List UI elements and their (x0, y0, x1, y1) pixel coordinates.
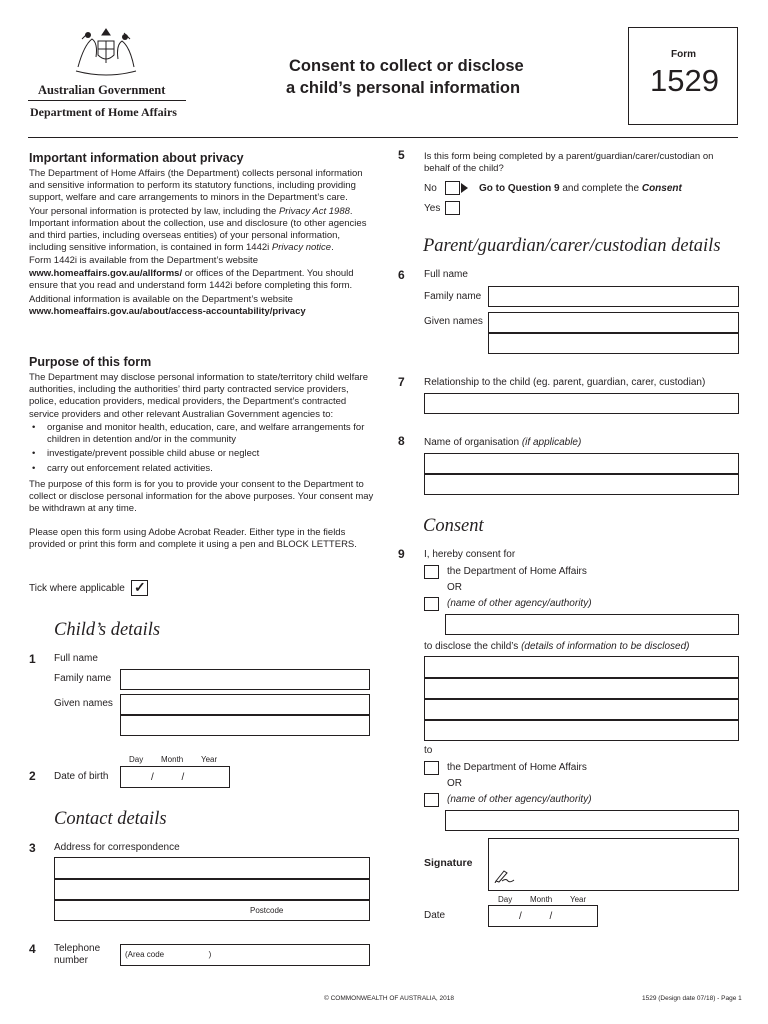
child-details-title: Child’s details (54, 620, 161, 640)
consent-for-other-field[interactable] (445, 614, 739, 635)
privacy-text: Form 1442i is available from the Department’s website (29, 255, 258, 267)
dob-day-label: Day (129, 755, 144, 764)
form-label: Form (671, 49, 696, 60)
question-number-1: 1 (29, 652, 36, 666)
i-consent-label: I, hereby consent for (424, 549, 516, 560)
question-number-2: 2 (29, 769, 36, 783)
privacy-paragraph-1: The Department of Home Affairs (the Department) collects personal information and sensitive information to perform its statutory functions, including providing support, welfare and care arrangements to minors in the Department’s care. (29, 168, 363, 204)
tick-example-box (131, 580, 148, 596)
checkmark-icon: ✓ (134, 579, 146, 595)
to-label: to (424, 745, 433, 756)
question-number-3: 3 (29, 841, 36, 855)
address-label: Address for correspondence (54, 842, 180, 853)
form-number: 1529 (650, 63, 719, 98)
question-number-4: 4 (29, 942, 36, 956)
to-other-checkbox[interactable] (424, 793, 439, 807)
question-number-7: 7 (398, 375, 405, 389)
form-title-line1: Consent to collect or disclose (289, 57, 524, 75)
list-item: • investigate/prevent possible child abuse or neglect (29, 448, 374, 460)
sign-date-field[interactable] (488, 905, 598, 927)
form-title-line2: a child’s personal information (286, 79, 521, 97)
parent-family-name-label: Family name (424, 291, 482, 302)
purpose-heading: Purpose of this form (29, 355, 152, 369)
area-code-label: (Area code ) (125, 950, 212, 959)
q5-no-label: No (424, 183, 437, 194)
privacy-heading: Important information about privacy (29, 151, 244, 165)
form-number-box (628, 27, 738, 125)
disclose-details-field-2[interactable] (424, 678, 739, 699)
relationship-label: Relationship to the child (eg. parent, guardian, carer, custodian) (424, 377, 706, 388)
child-given-names-field-2[interactable] (120, 715, 370, 736)
consent-for-other-label: (name of other agency/authority) (447, 598, 592, 609)
relationship-field[interactable] (424, 393, 739, 414)
privacy-paragraph-4: Additional information is available on the Department’s website (29, 294, 293, 306)
date-separators: / / (151, 772, 185, 783)
child-family-name-label: Family name (54, 673, 112, 684)
parent-given-names-field-2[interactable] (488, 333, 739, 354)
telephone-field[interactable] (120, 944, 370, 966)
parent-full-name-label: Full name (424, 269, 468, 280)
signature-field[interactable] (488, 838, 739, 891)
q5-yes-label: Yes (424, 203, 441, 214)
child-given-names-label: Given names (54, 698, 113, 709)
goto-question-9: Go to Question 9 (479, 183, 560, 194)
privacy-link[interactable]: www.homeaffairs.gov.au/about/access-accountability/privacy (29, 306, 306, 318)
privacy-text: . Important information about the collection, use and disclosure (to other agencies and third parties, including overseas entities) of your personal information, including sensitive information, is contained in form 1442i (29, 205, 367, 254)
to-or: OR (447, 778, 462, 789)
organisation-hint: (if applicable) (521, 437, 582, 448)
telephone-label-line1: Telephone (54, 943, 101, 954)
goto-text: and complete the (559, 183, 642, 194)
child-given-names-field-1[interactable] (120, 694, 370, 715)
privacy-text: or offices of the Department. You should ensure that you read and understand form 1442i before completing this form. (29, 267, 354, 291)
child-family-name-field[interactable] (120, 669, 370, 690)
consent-for-dept-label: the Department of Home Affairs (447, 566, 587, 577)
question-number-9: 9 (398, 547, 405, 561)
question-number-8: 8 (398, 434, 405, 448)
goto-consent: Consent (641, 183, 682, 194)
telephone-label-line2: number (54, 955, 88, 966)
disclose-details-field-3[interactable] (424, 699, 739, 720)
to-dept-label: the Department of Home Affairs (447, 762, 587, 773)
organisation-label-text: Name of organisation (424, 437, 522, 448)
parent-given-names-field-1[interactable] (488, 312, 739, 333)
organisation-field-2[interactable] (424, 474, 739, 495)
to-other-field[interactable] (445, 810, 739, 831)
privacy-paragraph-3 (29, 255, 374, 292)
dob-month-label: Month (161, 755, 184, 764)
parent-details-title: Parent/guardian/carer/custodian details (423, 236, 721, 256)
question-number-5: 5 (398, 148, 405, 162)
privacy-text: Your personal information is protected by law, including the (29, 205, 279, 217)
address-field-1[interactable] (54, 857, 370, 879)
q5-no-checkbox[interactable] (445, 181, 460, 195)
child-full-name-label: Full name (54, 653, 98, 664)
tick-label: Tick where applicable (29, 583, 125, 594)
privacy-notice: Privacy notice (271, 242, 332, 254)
signature-pen-icon (494, 869, 516, 883)
organisation-label (424, 437, 581, 448)
contact-details-title: Contact details (54, 809, 167, 829)
footer-copyright: © COMMONWEALTH OF AUSTRALIA, 2018 (324, 995, 454, 1002)
privacy-text: . (331, 242, 334, 254)
consent-for-dept-checkbox[interactable] (424, 565, 439, 579)
privacy-section (29, 151, 374, 318)
consent-for-other-checkbox[interactable] (424, 597, 439, 611)
header-divider (28, 100, 186, 101)
consent-for-or: OR (447, 582, 462, 593)
telephone-label (54, 943, 100, 967)
allforms-link[interactable]: www.homeaffairs.gov.au/allforms/ (29, 267, 183, 279)
to-dept-checkbox[interactable] (424, 761, 439, 775)
disclose-details-field-4[interactable] (424, 720, 739, 741)
consent-title: Consent (423, 516, 484, 536)
footer-page: 1529 (Design date 07/18) - Page 1 (642, 995, 742, 1002)
organisation-field-1[interactable] (424, 453, 739, 474)
sign-date-year-label: Year (570, 895, 587, 904)
government-name: Australian Government (38, 83, 166, 97)
question-number-6: 6 (398, 268, 405, 282)
purpose-paragraph-1: The Department may disclose personal information to state/territory child welfare authorities, including the authorities’ third party contracted service providers, police, education providers, medical providers, the Department’s contracted service providers and other relevant Australian Government agencies to: (29, 372, 368, 420)
list-item: • organise and monitor health, education, care, and welfare arrangements for children in detention and/or in the community (29, 422, 374, 446)
address-field-3[interactable] (54, 900, 370, 921)
dob-year-label: Year (201, 755, 218, 764)
arrow-right-icon (461, 183, 468, 193)
address-field-2[interactable] (54, 879, 370, 900)
parent-family-name-field[interactable] (488, 286, 739, 307)
header-rule (28, 137, 738, 138)
disclose-details-field-1[interactable] (424, 656, 739, 678)
purpose-paragraph-3: Please open this form using Adobe Acrobat Reader. Either type in the fields provided or print this form and complete it using a pen and BLOCK LETTERS. (29, 527, 357, 551)
purpose-section (29, 355, 374, 552)
disclose-label-text: to disclose the child’s (424, 641, 522, 652)
sign-date-label: Date (424, 910, 446, 921)
date-of-birth-label: Date of birth (54, 771, 109, 782)
privacy-paragraph-2 (29, 206, 374, 255)
sign-date-day-label: Day (498, 895, 513, 904)
q5-yes-checkbox[interactable] (445, 201, 460, 215)
signature-label: Signature (424, 857, 473, 869)
purpose-list (29, 422, 374, 476)
q5-goto-instruction (479, 183, 682, 194)
sign-date-month-label: Month (530, 895, 553, 904)
disclose-label (424, 641, 690, 652)
parent-given-names-label: Given names (424, 316, 483, 327)
list-item: • carry out enforcement related activities. (29, 463, 374, 475)
disclose-label-hint: (details of information to be disclosed) (521, 641, 690, 652)
privacy-act: Privacy Act 1988 (278, 205, 350, 217)
coat-of-arms-icon (70, 27, 142, 79)
department-name: Department of Home Affairs (30, 105, 177, 119)
date-of-birth-field[interactable] (120, 766, 230, 788)
postcode-label: Postcode (250, 906, 284, 915)
to-other-label: (name of other agency/authority) (447, 794, 592, 805)
q5-question: Is this form being completed by a parent/guardian/carer/custodian on behalf of the child? (424, 151, 714, 175)
purpose-paragraph-2: The purpose of this form is for you to provide your consent to the Department to collect or disclose personal information for the above purposes. Your consent may be withdrawn at any time. (29, 478, 374, 515)
sign-date-separators: / / (519, 911, 553, 922)
